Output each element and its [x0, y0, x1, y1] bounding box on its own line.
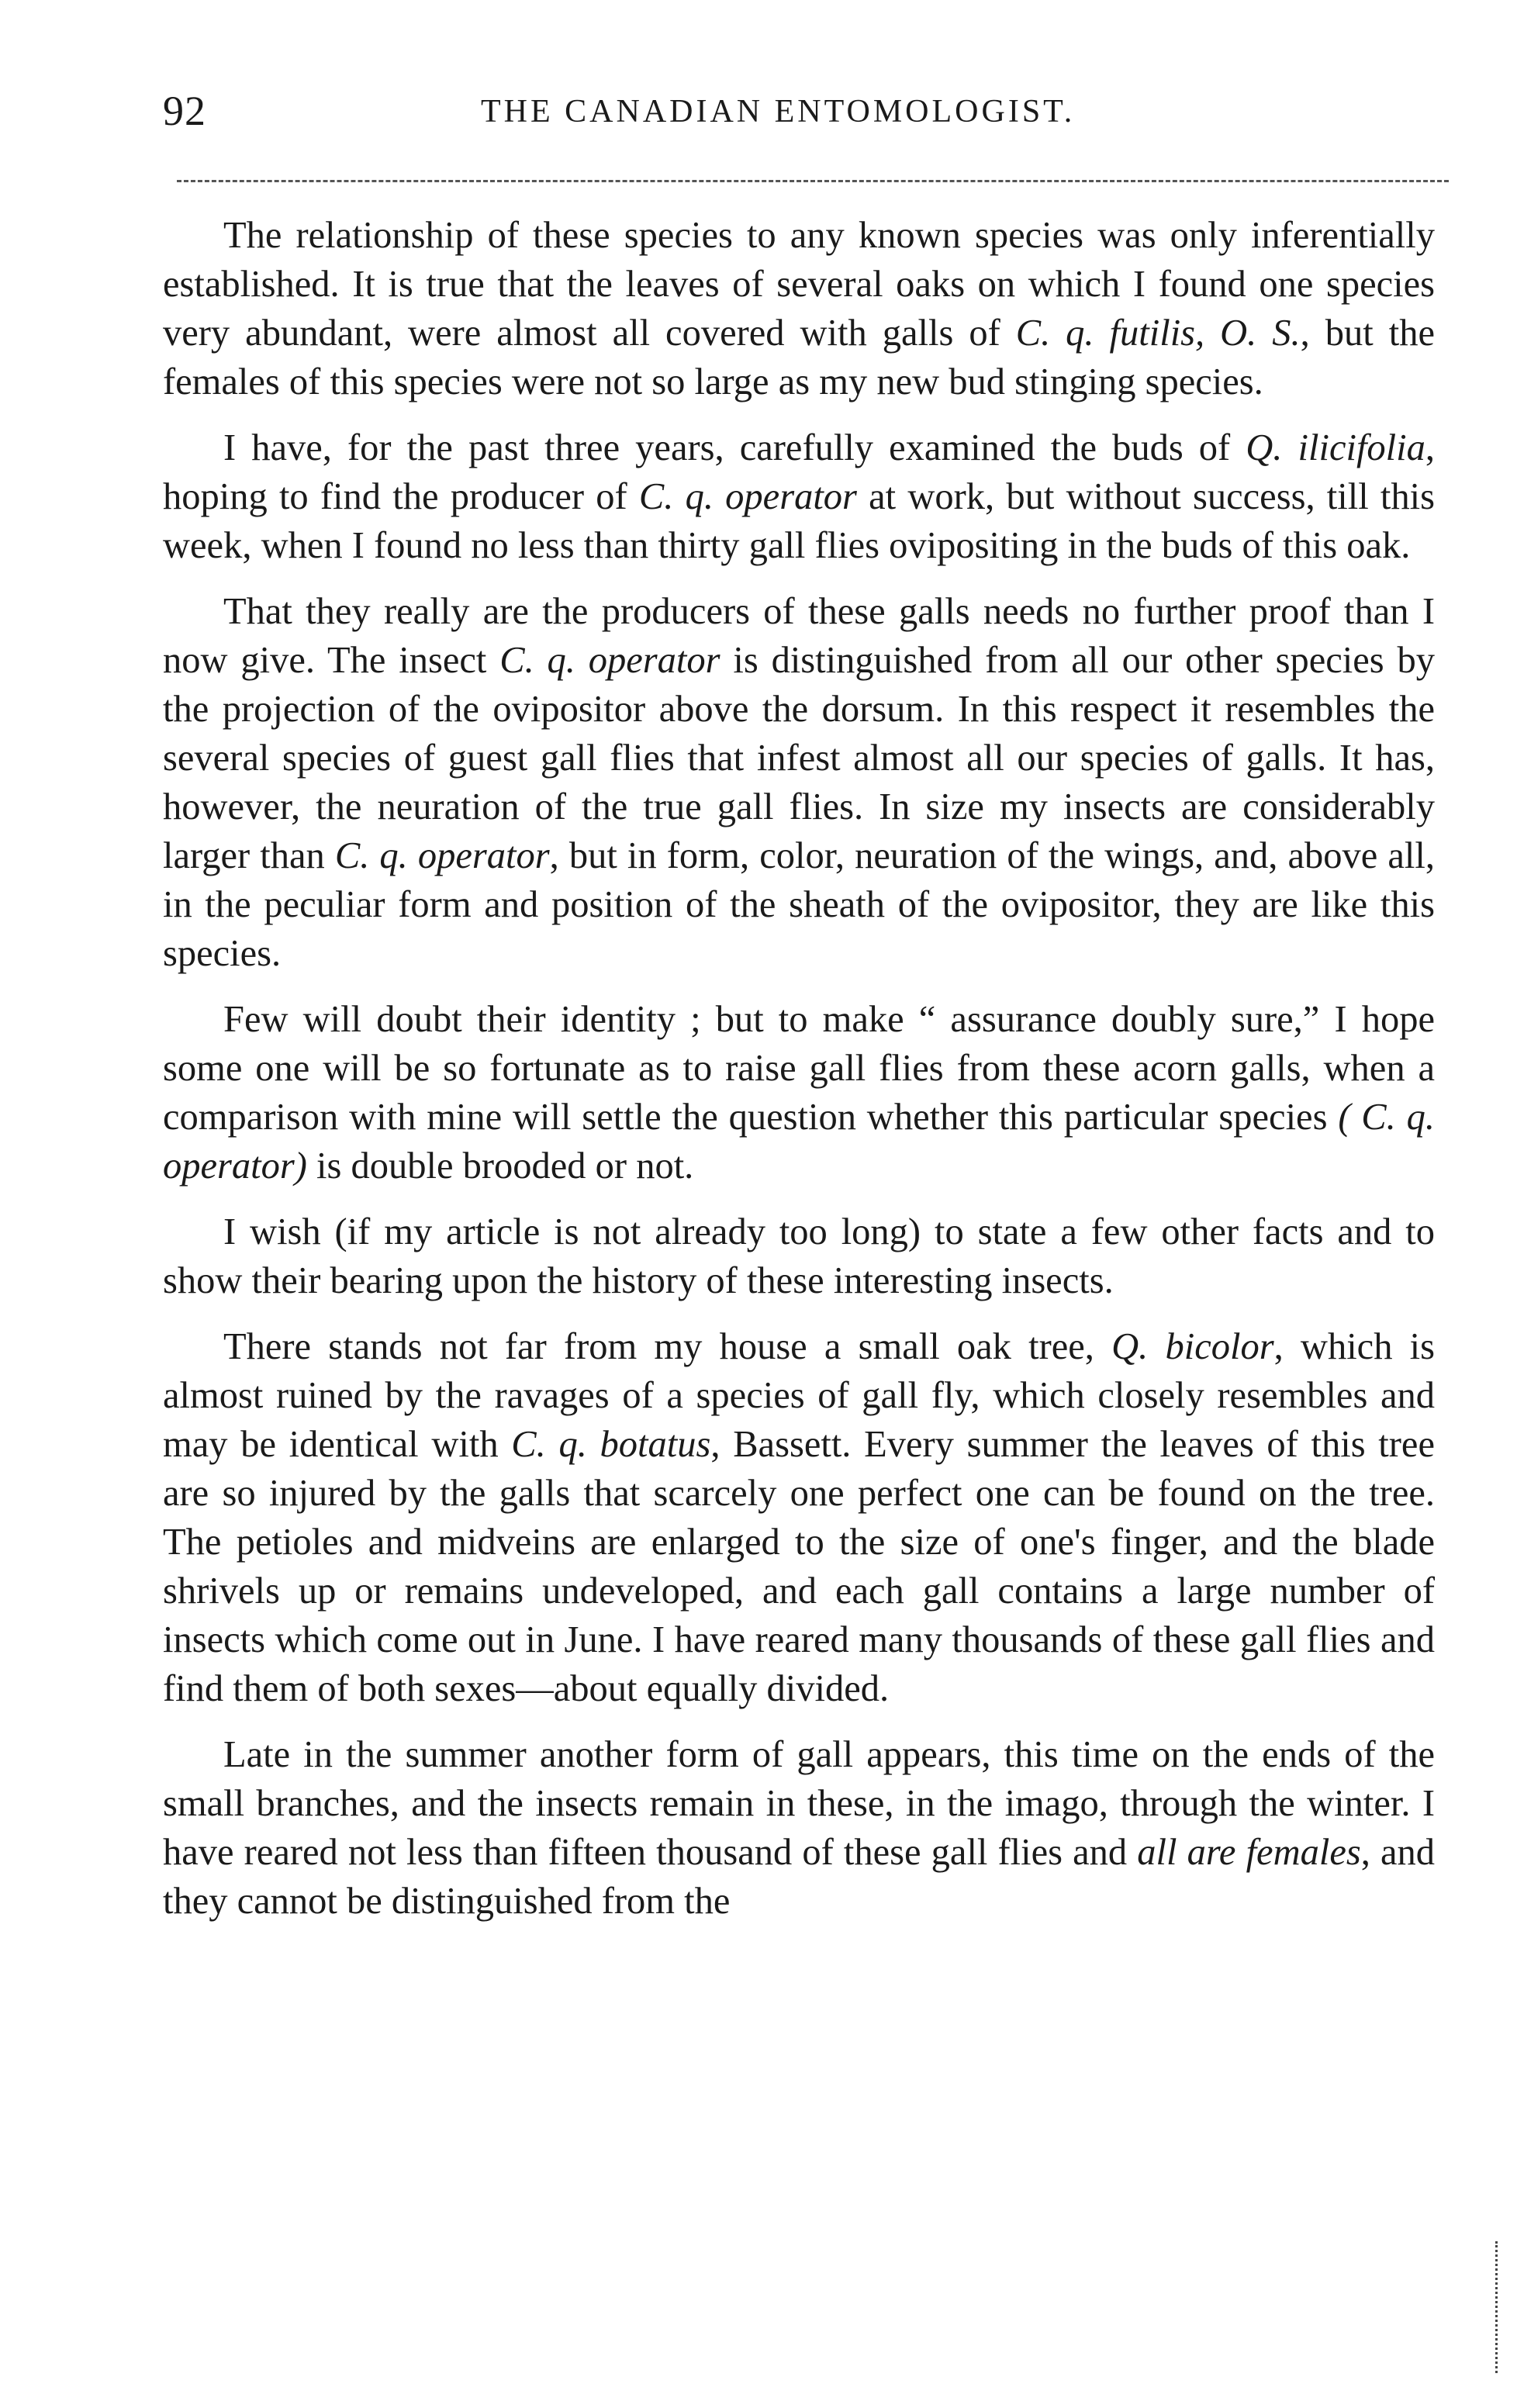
italic-text: all are females [1137, 1832, 1361, 1873]
text-run: is distinguished from all our other species by the projection of the ovipositor above the dorsum. In this respect it resembles the several species of guest gall flies that infest almost all our species of galls. It has, however, the neuration of the true gall flies. In size my insects are considerably larger than [163, 640, 1435, 876]
page-number: 92 [163, 88, 206, 134]
italic-text: C. q. operator [499, 640, 720, 681]
italic-text: Q. ilicifolia [1246, 427, 1425, 468]
paragraph [163, 587, 1435, 978]
paragraph [163, 1322, 1435, 1713]
text-run: , but the females of this species were not so large as my new bud stinging species. [163, 313, 1435, 402]
text-run: There stands not far from my house a small oak tree, [223, 1326, 1112, 1367]
margin-mark [1495, 2241, 1502, 2373]
running-head: THE CANADIAN ENTOMOLOGIST. [481, 94, 1076, 130]
text-run: , hoping to find the producer of [163, 427, 1435, 517]
italic-text: Q. bicolor [1111, 1326, 1274, 1367]
paragraph [163, 423, 1435, 570]
paragraph [163, 1730, 1435, 1926]
body-text [163, 211, 1435, 1943]
text-run: , Bassett. Every summer the leaves of this tree are so injured by the galls that scarcely one perfect one can be found on the tree. The petioles and midveins are enlarged to the size of one's finger, and the blade shrivels up or remains undeveloped, and each gall contains a large number of insects which come out in June. I have reared many thousands of these gall flies and find them of both sexes—about equally divided. [163, 1424, 1435, 1709]
text-run: , which is almost ruined by the ravages of a species of gall fly, which closely resembles and may be identical with [163, 1326, 1435, 1465]
text-run: , but in form, color, neuration of the wings, and, above all, in the peculiar form and position of the sheath of the ovipositor, they are like this species. [163, 835, 1435, 974]
paragraph [163, 1207, 1435, 1305]
text-run: I have, for the past three years, carefully examined the buds of [223, 427, 1246, 468]
italic-text: C. q. operator [334, 835, 550, 876]
text-run: Few will doubt their identity ; but to make “ assurance doubly sure,” I hope some one will be so fortunate as to raise gall flies from these acorn galls, when a comparison with mine will settle the question whether this particular species [163, 999, 1435, 1138]
italic-text: ( C. q. operator) [163, 1097, 1435, 1187]
paragraph [163, 211, 1435, 406]
text-run: at work, but without success, till this week, when I found no less than thirty gall flies ovipositing in the buds of this oak. [163, 476, 1435, 566]
italic-text: C. q. operator [638, 476, 857, 517]
text-run: , and they cannot be distinguished from the [163, 1832, 1436, 1922]
header-rule [177, 180, 1449, 182]
italic-text: C. q. futilis, O. S. [1015, 313, 1301, 354]
text-run: I wish (if my article is not already too long) to state a few other facts and to show their bearing upon the history of these interesting insects. [163, 1211, 1435, 1301]
text-run: Late in the summer another form of gall appears, this time on the ends of the small branches, and the insects remain in these, in the imago, through the winter. I have reared not less than fifteen thousand of these gall flies and [163, 1734, 1435, 1873]
text-run: The relationship of these species to any known species was only inferentially established. It is true that the leaves of several oaks on which I found one species very abundant, were almost all covered with galls of [163, 215, 1435, 354]
italic-text: C. q. botatus [511, 1424, 711, 1465]
text-run: is double brooded or not. [306, 1145, 694, 1187]
text-run: That they really are the producers of these galls needs no further proof than I now give. The insect [163, 591, 1435, 681]
paragraph [163, 995, 1435, 1190]
page-header [163, 87, 1450, 149]
